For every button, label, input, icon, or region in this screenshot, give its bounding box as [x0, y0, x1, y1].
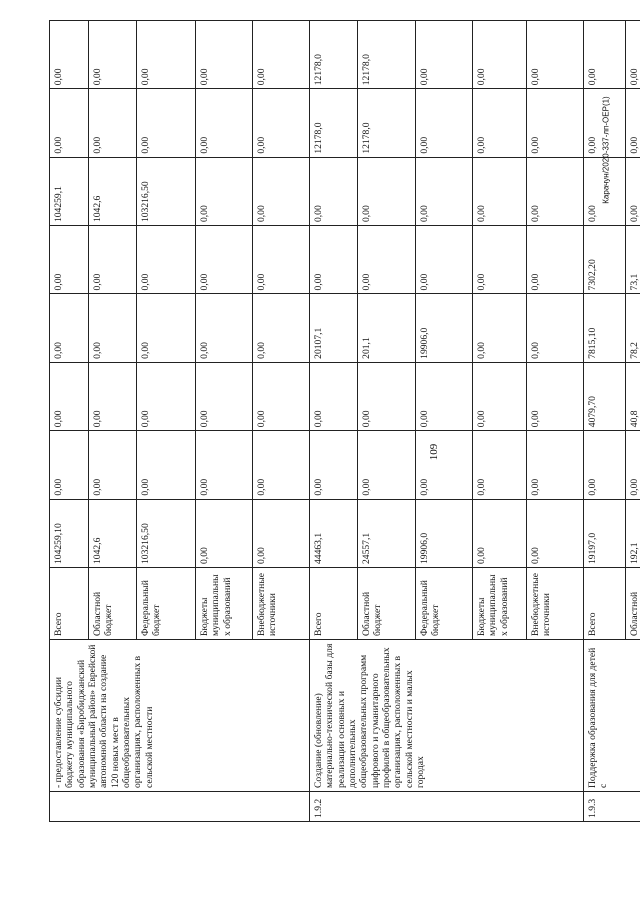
value-cell: 0,00 — [473, 499, 527, 567]
value-cell: 0,00 — [416, 226, 473, 294]
value-cell: 0,00 — [253, 294, 310, 362]
value-cell: 0,00 — [310, 362, 358, 430]
value-cell: 0,00 — [416, 157, 473, 225]
funding-source: Федеральный бюджет — [416, 568, 473, 640]
value-cell: 0,00 — [50, 294, 89, 362]
value-cell: 0,00 — [527, 157, 584, 225]
value-cell: 0,00 — [137, 362, 196, 430]
value-cell: 7815,10 — [584, 294, 626, 362]
item-number: 1.9.3 — [584, 792, 640, 822]
value-cell: 0,00 — [473, 20, 527, 88]
funding-source: Всего — [310, 568, 358, 640]
value-cell: 0,00 — [416, 431, 473, 499]
value-cell: 20107,1 — [310, 294, 358, 362]
value-cell: 0,00 — [253, 362, 310, 430]
value-cell: 0,00 — [527, 226, 584, 294]
value-cell: 19906,0 — [416, 294, 473, 362]
value-cell: 103216,50 — [137, 499, 196, 567]
value-cell: 0,00 — [473, 157, 527, 225]
funding-source: Бюджеты муниципальных образований — [196, 568, 253, 640]
value-cell: 0,00 — [310, 431, 358, 499]
value-cell: 0,00 — [89, 20, 137, 88]
value-cell: 0,00 — [416, 89, 473, 157]
value-cell: 0,00 — [473, 362, 527, 430]
table-row — [50, 20, 89, 821]
value-cell: 0,00 — [253, 157, 310, 225]
value-cell: 0,00 — [584, 20, 626, 88]
value-cell: 1042,6 — [89, 499, 137, 567]
funding-source: Федеральный бюджет — [137, 568, 196, 640]
value-cell: 12178,0 — [358, 20, 416, 88]
value-cell: 0,00 — [196, 20, 253, 88]
value-cell: 0,00 — [527, 362, 584, 430]
value-cell: 0,00 — [137, 89, 196, 157]
value-cell: 104259,10 — [50, 499, 89, 567]
item-number — [50, 792, 310, 822]
value-cell: 0,00 — [137, 226, 196, 294]
value-cell: 0,00 — [137, 20, 196, 88]
value-cell: 0,00 — [196, 499, 253, 567]
value-cell: 78,2 — [626, 294, 640, 362]
value-cell: 12178,0 — [310, 89, 358, 157]
value-cell: 0,00 — [626, 157, 640, 225]
value-cell: 0,00 — [89, 431, 137, 499]
value-cell: 0,00 — [584, 157, 626, 225]
value-cell: 40,8 — [626, 362, 640, 430]
table-body — [50, 20, 640, 821]
value-cell: 0,00 — [527, 499, 584, 567]
document-code: Карачун/2020-337-лп-OEP(1) — [601, 96, 611, 204]
value-cell: 0,00 — [416, 20, 473, 88]
value-cell: 0,00 — [253, 499, 310, 567]
item-number: 1.9.2 — [310, 792, 584, 822]
value-cell: 0,00 — [50, 431, 89, 499]
value-cell: 19197,0 — [584, 499, 626, 567]
value-cell: 0,00 — [196, 362, 253, 430]
value-cell: 0,00 — [626, 431, 640, 499]
funding-source: Всего — [50, 568, 89, 640]
value-cell: 0,00 — [358, 226, 416, 294]
value-cell: 12178,0 — [310, 20, 358, 88]
value-cell: 0,00 — [527, 89, 584, 157]
value-cell: 103216,50 — [137, 157, 196, 225]
value-cell: 0,00 — [253, 431, 310, 499]
value-cell: 0,00 — [89, 294, 137, 362]
value-cell: 0,00 — [473, 226, 527, 294]
funding-source: Областной бюджет — [358, 568, 416, 640]
value-cell: 0,00 — [196, 431, 253, 499]
value-cell: 0,00 — [50, 89, 89, 157]
value-cell: 201,1 — [358, 294, 416, 362]
value-cell: 0,00 — [253, 226, 310, 294]
value-cell: 0,00 — [358, 362, 416, 430]
funding-source: Областной бюджет — [89, 568, 137, 640]
value-cell: 0,00 — [358, 431, 416, 499]
value-cell: 104259,1 — [50, 157, 89, 225]
value-cell: 0,00 — [626, 20, 640, 88]
value-cell: 73,1 — [626, 226, 640, 294]
value-cell: 1042,6 — [89, 157, 137, 225]
funding-source: Областной — [626, 568, 640, 640]
value-cell: 0,00 — [253, 20, 310, 88]
value-cell: 0,00 — [137, 294, 196, 362]
funding-source: Всего — [584, 568, 626, 640]
value-cell: 0,00 — [416, 362, 473, 430]
value-cell: 0,00 — [626, 89, 640, 157]
value-cell: 0,00 — [584, 89, 626, 157]
value-cell: 0,00 — [50, 362, 89, 430]
value-cell: 0,00 — [196, 294, 253, 362]
value-cell: 0,00 — [89, 362, 137, 430]
budget-table — [49, 20, 640, 822]
item-name: Поддержка образования для детей с — [584, 640, 640, 792]
value-cell: 0,00 — [310, 226, 358, 294]
value-cell: 0,00 — [473, 89, 527, 157]
value-cell: 4079,70 — [584, 362, 626, 430]
value-cell: 0,00 — [253, 89, 310, 157]
value-cell: 0,00 — [527, 294, 584, 362]
value-cell: 0,00 — [50, 226, 89, 294]
value-cell: 19906,0 — [416, 499, 473, 567]
funding-source: Внебюджетные источники — [527, 568, 584, 640]
value-cell: 0,00 — [473, 431, 527, 499]
table-row — [584, 20, 626, 821]
page-number: 109 — [428, 443, 440, 461]
value-cell: 0,00 — [196, 226, 253, 294]
funding-source: Внебюджетные источники — [253, 568, 310, 640]
item-name: - предоставление субсидии бюджету муниципального образования «Биробиджанский муниципальный район» Еврейской автономной области на создание 120 новых мест в общеобразовательных организациях, расположенных в сельской местности — [50, 640, 310, 792]
value-cell: 24557,1 — [358, 499, 416, 567]
value-cell: 0,00 — [527, 20, 584, 88]
value-cell: 0,00 — [473, 294, 527, 362]
value-cell: 0,00 — [358, 157, 416, 225]
value-cell: 44463,1 — [310, 499, 358, 567]
item-name: Создание (обновление) материально-технической базы для реализации основных и дополнительных общеобразовательных программ цифрового и гуманитарного профилей в общеобразовательных организациях, расположенных в сельской местности и малых городах — [310, 640, 584, 792]
value-cell: 0,00 — [584, 431, 626, 499]
funding-source: Бюджеты муниципальных образований — [473, 568, 527, 640]
value-cell: 0,00 — [527, 431, 584, 499]
value-cell: 7302,20 — [584, 226, 626, 294]
value-cell: 0,00 — [196, 157, 253, 225]
value-cell: 12178,0 — [358, 89, 416, 157]
value-cell: 192,1 — [626, 499, 640, 567]
value-cell: 0,00 — [137, 431, 196, 499]
value-cell: 0,00 — [89, 89, 137, 157]
value-cell: 0,00 — [196, 89, 253, 157]
value-cell: 0,00 — [310, 157, 358, 225]
value-cell: 0,00 — [50, 20, 89, 88]
table-row — [310, 20, 358, 821]
value-cell: 0,00 — [89, 226, 137, 294]
